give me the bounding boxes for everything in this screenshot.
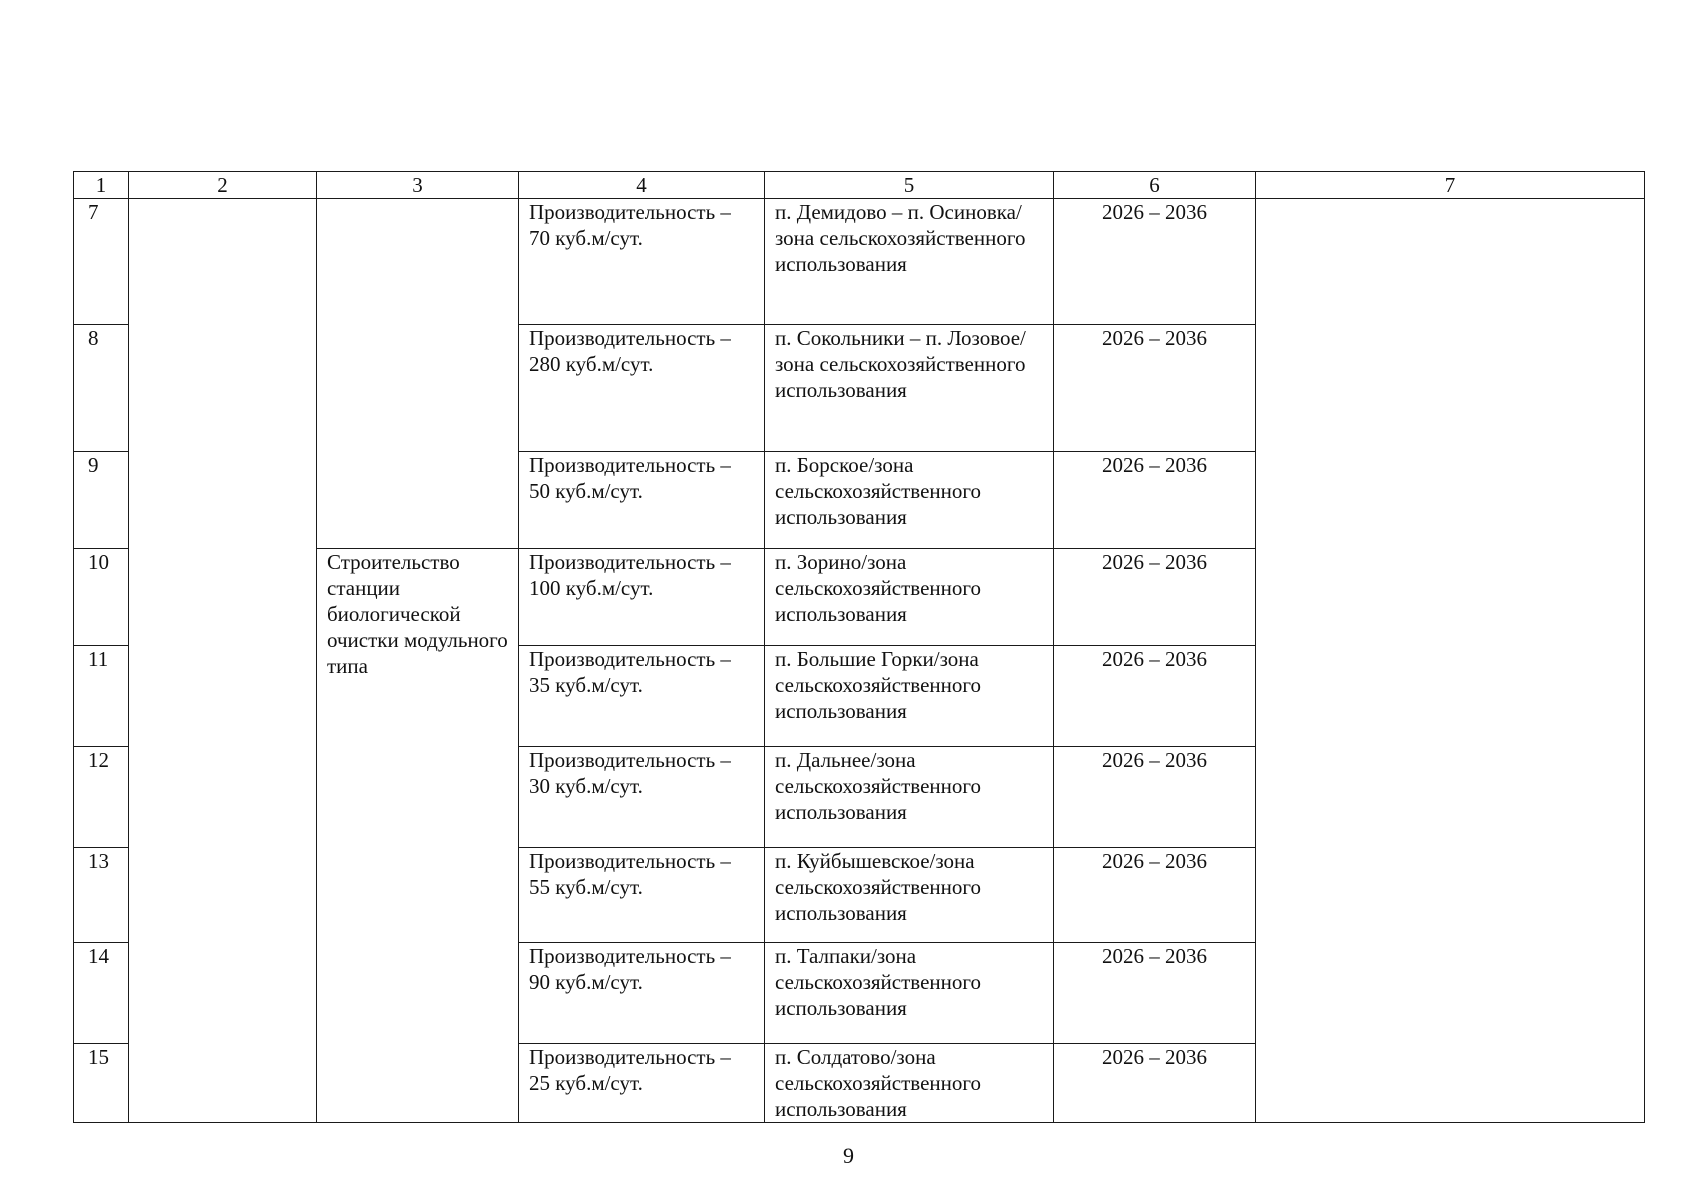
column-7-merged-cell	[1256, 199, 1645, 1123]
period-cell: 2026 – 2036	[1054, 1044, 1256, 1123]
row-number: 13	[74, 848, 129, 943]
capacity-cell: Производительность – 55 куб.м/сут.	[519, 848, 765, 943]
row-number: 12	[74, 747, 129, 848]
capacity-cell: Производительность – 100 куб.м/сут.	[519, 549, 765, 646]
location-cell: п. Сокольники – п. Лозовое/зона сельскохозяйственного использования	[765, 325, 1054, 452]
period-cell: 2026 – 2036	[1054, 646, 1256, 747]
row-number: 14	[74, 943, 129, 1044]
row-number: 11	[74, 646, 129, 747]
location-cell: п. Солдатово/зона сельскохозяйственного использования	[765, 1044, 1054, 1123]
period-cell: 2026 – 2036	[1054, 848, 1256, 943]
column-2-merged-cell	[129, 199, 317, 1123]
row-number: 15	[74, 1044, 129, 1123]
period-cell: 2026 – 2036	[1054, 452, 1256, 549]
page-number: 9	[843, 1143, 854, 1168]
capacity-cell: Производительность – 70 куб.м/сут.	[519, 199, 765, 325]
capacity-cell: Производительность – 25 куб.м/сут.	[519, 1044, 765, 1123]
column-header-6: 6	[1054, 172, 1256, 199]
column-header-3: 3	[317, 172, 519, 199]
row-number: 8	[74, 325, 129, 452]
column-header-2: 2	[129, 172, 317, 199]
period-cell: 2026 – 2036	[1054, 549, 1256, 646]
header-row	[74, 172, 1645, 199]
column-header-7: 7	[1256, 172, 1645, 199]
row-number: 7	[74, 199, 129, 325]
column-header-1: 1	[74, 172, 129, 199]
capacity-cell: Производительность – 280 куб.м/сут.	[519, 325, 765, 452]
period-cell: 2026 – 2036	[1054, 199, 1256, 325]
period-cell: 2026 – 2036	[1054, 325, 1256, 452]
row-number: 10	[74, 549, 129, 646]
location-cell: п. Дальнее/зона сельскохозяйственного использования	[765, 747, 1054, 848]
location-cell: п. Зорино/зона сельскохозяйственного использования	[765, 549, 1054, 646]
row-number: 9	[74, 452, 129, 549]
period-cell: 2026 – 2036	[1054, 943, 1256, 1044]
capacity-cell: Производительность – 50 куб.м/сут.	[519, 452, 765, 549]
period-cell: 2026 – 2036	[1054, 747, 1256, 848]
table-row	[74, 199, 1645, 325]
capacity-cell: Производительность – 30 куб.м/сут.	[519, 747, 765, 848]
document-table	[73, 171, 1645, 1123]
column-3-empty-cell	[317, 199, 519, 549]
location-cell: п. Куйбышевское/зона сельскохозяйственного использования	[765, 848, 1054, 943]
construction-description-cell: Строительство станции биологической очистки модульного типа	[317, 549, 519, 1123]
location-cell: п. Демидово – п. Осиновка/зона сельскохозяйственного использования	[765, 199, 1054, 325]
column-header-4: 4	[519, 172, 765, 199]
location-cell: п. Талпаки/зона сельскохозяйственного использования	[765, 943, 1054, 1044]
capacity-cell: Производительность – 35 куб.м/сут.	[519, 646, 765, 747]
capacity-cell: Производительность – 90 куб.м/сут.	[519, 943, 765, 1044]
location-cell: п. Большие Горки/зона сельскохозяйственного использования	[765, 646, 1054, 747]
column-header-5: 5	[765, 172, 1054, 199]
location-cell: п. Борское/зона сельскохозяйственного использования	[765, 452, 1054, 549]
